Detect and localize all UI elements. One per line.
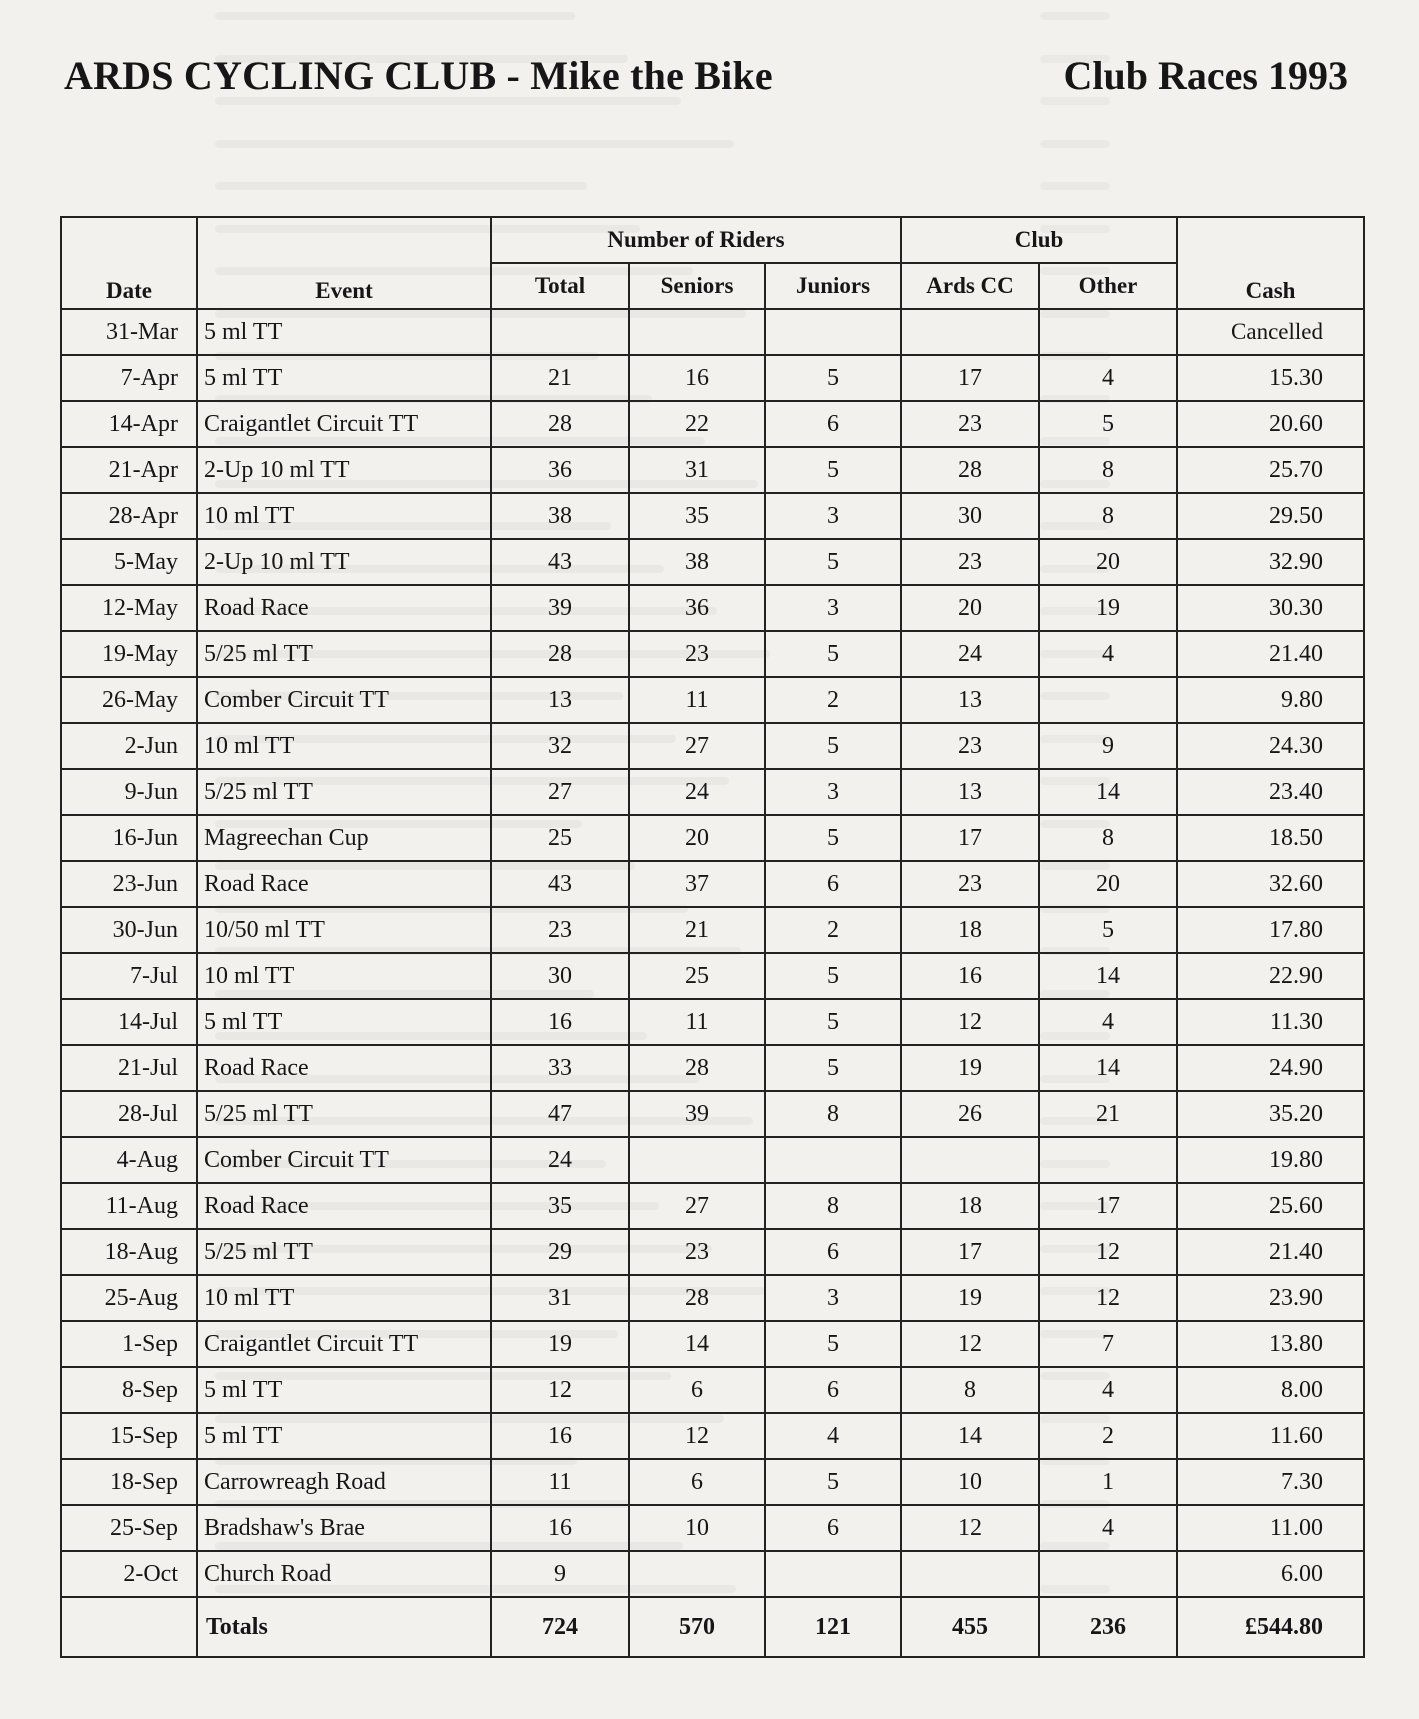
- ards-cc-cell: 23: [901, 861, 1039, 907]
- table-row: [61, 907, 1364, 953]
- other-cell: 5: [1039, 401, 1177, 447]
- date-cell: 12-May: [61, 585, 197, 631]
- event-cell: 10 ml TT: [197, 1275, 491, 1321]
- total-cell: 38: [491, 493, 629, 539]
- totals-label: Totals: [197, 1597, 491, 1657]
- cash-cell: 23.90: [1177, 1275, 1364, 1321]
- total-cell: 43: [491, 539, 629, 585]
- other-cell: 12: [1039, 1229, 1177, 1275]
- juniors-cell: 5: [765, 447, 901, 493]
- other-cell: 7: [1039, 1321, 1177, 1367]
- event-cell: Carrowreagh Road: [197, 1459, 491, 1505]
- juniors-cell: [765, 1137, 901, 1183]
- date-cell: 1-Sep: [61, 1321, 197, 1367]
- seniors-cell: 12: [629, 1413, 765, 1459]
- seniors-cell: 36: [629, 585, 765, 631]
- table-row: [61, 401, 1364, 447]
- races-table: [60, 216, 1365, 1658]
- seniors-cell: 6: [629, 1367, 765, 1413]
- seniors-cell: 10: [629, 1505, 765, 1551]
- total-cell: 21: [491, 355, 629, 401]
- cash-cell: 7.30: [1177, 1459, 1364, 1505]
- other-cell: 4: [1039, 631, 1177, 677]
- event-cell: Road Race: [197, 1183, 491, 1229]
- header-cash: Cash: [1177, 217, 1364, 309]
- juniors-cell: [765, 309, 901, 355]
- ards-cc-cell: 23: [901, 539, 1039, 585]
- juniors-cell: 5: [765, 723, 901, 769]
- juniors-cell: 5: [765, 631, 901, 677]
- event-cell: Bradshaw's Brae: [197, 1505, 491, 1551]
- other-cell: 19: [1039, 585, 1177, 631]
- total-cell: 19: [491, 1321, 629, 1367]
- event-cell: 5 ml TT: [197, 1413, 491, 1459]
- table-row: [61, 585, 1364, 631]
- other-cell: 20: [1039, 861, 1177, 907]
- other-cell: 20: [1039, 539, 1177, 585]
- seniors-cell: 20: [629, 815, 765, 861]
- event-cell: Craigantlet Circuit TT: [197, 1321, 491, 1367]
- other-cell: 4: [1039, 1367, 1177, 1413]
- total-cell: 35: [491, 1183, 629, 1229]
- header-total: Total: [491, 263, 629, 309]
- ards-cc-cell: 8: [901, 1367, 1039, 1413]
- ards-cc-cell: 17: [901, 1229, 1039, 1275]
- ards-cc-cell: 14: [901, 1413, 1039, 1459]
- event-cell: 10 ml TT: [197, 723, 491, 769]
- cash-cell: 24.90: [1177, 1045, 1364, 1091]
- header-date: Date: [61, 217, 197, 309]
- seniors-cell: [629, 1137, 765, 1183]
- totals-seniors: 570: [629, 1597, 765, 1657]
- juniors-cell: 3: [765, 769, 901, 815]
- seniors-cell: 6: [629, 1459, 765, 1505]
- date-cell: 7-Jul: [61, 953, 197, 999]
- cash-cell: 11.60: [1177, 1413, 1364, 1459]
- total-cell: 32: [491, 723, 629, 769]
- other-cell: 4: [1039, 999, 1177, 1045]
- other-cell: 4: [1039, 1505, 1177, 1551]
- total-cell: 29: [491, 1229, 629, 1275]
- event-cell: Road Race: [197, 1045, 491, 1091]
- cash-cell: 11.00: [1177, 1505, 1364, 1551]
- total-cell: 25: [491, 815, 629, 861]
- table-row: [61, 861, 1364, 907]
- cash-cell: 9.80: [1177, 677, 1364, 723]
- table-row: [61, 723, 1364, 769]
- totals-date-cell: [61, 1597, 197, 1657]
- seniors-cell: 35: [629, 493, 765, 539]
- table-row: [61, 999, 1364, 1045]
- ards-cc-cell: 23: [901, 723, 1039, 769]
- event-cell: Road Race: [197, 861, 491, 907]
- seniors-cell: 39: [629, 1091, 765, 1137]
- cash-cell: 35.20: [1177, 1091, 1364, 1137]
- table-row: [61, 1551, 1364, 1597]
- seniors-cell: 14: [629, 1321, 765, 1367]
- table-row: [61, 1459, 1364, 1505]
- total-cell: 36: [491, 447, 629, 493]
- cash-cell: 6.00: [1177, 1551, 1364, 1597]
- total-cell: 16: [491, 999, 629, 1045]
- ards-cc-cell: 18: [901, 907, 1039, 953]
- juniors-cell: 6: [765, 1505, 901, 1551]
- table-row: [61, 677, 1364, 723]
- date-cell: 18-Aug: [61, 1229, 197, 1275]
- cash-cell: 25.60: [1177, 1183, 1364, 1229]
- table-row: [61, 1275, 1364, 1321]
- ghost-line: [0, 164, 1419, 210]
- date-cell: 28-Jul: [61, 1091, 197, 1137]
- total-cell: 31: [491, 1275, 629, 1321]
- date-cell: 26-May: [61, 677, 197, 723]
- ards-cc-cell: 23: [901, 401, 1039, 447]
- cash-cell: 11.30: [1177, 999, 1364, 1045]
- totals-juniors: 121: [765, 1597, 901, 1657]
- ards-cc-cell: 30: [901, 493, 1039, 539]
- total-cell: 13: [491, 677, 629, 723]
- cash-cell: 30.30: [1177, 585, 1364, 631]
- page-title: ARDS CYCLING CLUB - Mike the Bike: [64, 53, 773, 98]
- totals-ards-cc: 455: [901, 1597, 1039, 1657]
- cash-cell: 22.90: [1177, 953, 1364, 999]
- table-row: [61, 539, 1364, 585]
- date-cell: 4-Aug: [61, 1137, 197, 1183]
- juniors-cell: 3: [765, 493, 901, 539]
- event-cell: 5/25 ml TT: [197, 631, 491, 677]
- seniors-cell: 22: [629, 401, 765, 447]
- juniors-cell: 5: [765, 815, 901, 861]
- cash-cell: 29.50: [1177, 493, 1364, 539]
- seniors-cell: 27: [629, 1183, 765, 1229]
- total-cell: 23: [491, 907, 629, 953]
- cash-cell: 13.80: [1177, 1321, 1364, 1367]
- event-cell: 5/25 ml TT: [197, 1229, 491, 1275]
- event-cell: 5/25 ml TT: [197, 769, 491, 815]
- date-cell: 18-Sep: [61, 1459, 197, 1505]
- ards-cc-cell: 19: [901, 1045, 1039, 1091]
- event-cell: Comber Circuit TT: [197, 1137, 491, 1183]
- juniors-cell: 2: [765, 907, 901, 953]
- seniors-cell: 21: [629, 907, 765, 953]
- date-cell: 9-Jun: [61, 769, 197, 815]
- other-cell: 2: [1039, 1413, 1177, 1459]
- cash-cell: 32.60: [1177, 861, 1364, 907]
- header-event: Event: [197, 217, 491, 309]
- total-cell: 47: [491, 1091, 629, 1137]
- event-cell: 5 ml TT: [197, 999, 491, 1045]
- date-cell: 31-Mar: [61, 309, 197, 355]
- ards-cc-cell: 17: [901, 815, 1039, 861]
- total-cell: 27: [491, 769, 629, 815]
- date-cell: 8-Sep: [61, 1367, 197, 1413]
- table-row: [61, 1229, 1364, 1275]
- table-row: [61, 769, 1364, 815]
- seniors-cell: 23: [629, 1229, 765, 1275]
- cash-cell: 25.70: [1177, 447, 1364, 493]
- table-row: [61, 815, 1364, 861]
- date-cell: 11-Aug: [61, 1183, 197, 1229]
- seniors-cell: [629, 309, 765, 355]
- table-row: [61, 493, 1364, 539]
- juniors-cell: 5: [765, 953, 901, 999]
- event-cell: 2-Up 10 ml TT: [197, 447, 491, 493]
- seniors-cell: 25: [629, 953, 765, 999]
- page-subtitle: Club Races 1993: [1063, 53, 1348, 98]
- table-row: [61, 953, 1364, 999]
- ards-cc-cell: 19: [901, 1275, 1039, 1321]
- total-cell: 11: [491, 1459, 629, 1505]
- table-row: [61, 1183, 1364, 1229]
- ards-cc-cell: [901, 1137, 1039, 1183]
- ards-cc-cell: 13: [901, 677, 1039, 723]
- table-row: [61, 447, 1364, 493]
- date-cell: 14-Apr: [61, 401, 197, 447]
- event-cell: 5 ml TT: [197, 355, 491, 401]
- event-cell: 10/50 ml TT: [197, 907, 491, 953]
- other-cell: 9: [1039, 723, 1177, 769]
- total-cell: 43: [491, 861, 629, 907]
- other-cell: 12: [1039, 1275, 1177, 1321]
- date-cell: 23-Jun: [61, 861, 197, 907]
- event-cell: Church Road: [197, 1551, 491, 1597]
- other-cell: [1039, 677, 1177, 723]
- juniors-cell: 6: [765, 401, 901, 447]
- date-cell: 7-Apr: [61, 355, 197, 401]
- event-cell: 5 ml TT: [197, 1367, 491, 1413]
- event-cell: 5/25 ml TT: [197, 1091, 491, 1137]
- table-row: [61, 1091, 1364, 1137]
- cash-cell: 24.30: [1177, 723, 1364, 769]
- ards-cc-cell: 16: [901, 953, 1039, 999]
- total-cell: 24: [491, 1137, 629, 1183]
- event-cell: Comber Circuit TT: [197, 677, 491, 723]
- other-cell: 17: [1039, 1183, 1177, 1229]
- table-row: [61, 355, 1364, 401]
- juniors-cell: 6: [765, 1367, 901, 1413]
- event-cell: 10 ml TT: [197, 953, 491, 999]
- juniors-cell: 5: [765, 539, 901, 585]
- date-cell: 25-Aug: [61, 1275, 197, 1321]
- total-cell: 9: [491, 1551, 629, 1597]
- cash-cell: 32.90: [1177, 539, 1364, 585]
- date-cell: 16-Jun: [61, 815, 197, 861]
- event-cell: 5 ml TT: [197, 309, 491, 355]
- cash-cell: Cancelled: [1177, 309, 1364, 355]
- cash-cell: 17.80: [1177, 907, 1364, 953]
- ards-cc-cell: 12: [901, 1505, 1039, 1551]
- other-cell: 8: [1039, 447, 1177, 493]
- juniors-cell: 2: [765, 677, 901, 723]
- table-row: [61, 1367, 1364, 1413]
- table-row: [61, 1137, 1364, 1183]
- header-other: Other: [1039, 263, 1177, 309]
- seniors-cell: 23: [629, 631, 765, 677]
- ghost-line: [0, 0, 1419, 40]
- header-club: Club: [901, 217, 1177, 263]
- event-cell: 10 ml TT: [197, 493, 491, 539]
- ards-cc-cell: 28: [901, 447, 1039, 493]
- cash-cell: 19.80: [1177, 1137, 1364, 1183]
- table-row: [61, 1045, 1364, 1091]
- ards-cc-cell: 26: [901, 1091, 1039, 1137]
- totals-row: [61, 1597, 1364, 1657]
- ghost-line: [0, 122, 1419, 168]
- total-cell: 30: [491, 953, 629, 999]
- other-cell: 8: [1039, 493, 1177, 539]
- date-cell: 15-Sep: [61, 1413, 197, 1459]
- juniors-cell: 5: [765, 1045, 901, 1091]
- total-cell: 39: [491, 585, 629, 631]
- juniors-cell: 5: [765, 355, 901, 401]
- date-cell: 2-Oct: [61, 1551, 197, 1597]
- juniors-cell: 5: [765, 1459, 901, 1505]
- other-cell: 21: [1039, 1091, 1177, 1137]
- date-cell: 14-Jul: [61, 999, 197, 1045]
- juniors-cell: [765, 1551, 901, 1597]
- cash-cell: 20.60: [1177, 401, 1364, 447]
- table-row: [61, 631, 1364, 677]
- cash-cell: 21.40: [1177, 1229, 1364, 1275]
- cash-cell: 23.40: [1177, 769, 1364, 815]
- other-cell: 5: [1039, 907, 1177, 953]
- juniors-cell: 6: [765, 861, 901, 907]
- header-number-of-riders: Number of Riders: [491, 217, 901, 263]
- other-cell: [1039, 1137, 1177, 1183]
- ards-cc-cell: 18: [901, 1183, 1039, 1229]
- total-cell: 28: [491, 401, 629, 447]
- seniors-cell: 24: [629, 769, 765, 815]
- header-seniors: Seniors: [629, 263, 765, 309]
- date-cell: 2-Jun: [61, 723, 197, 769]
- table-body: [61, 309, 1364, 1597]
- event-cell: Road Race: [197, 585, 491, 631]
- total-cell: 16: [491, 1413, 629, 1459]
- date-cell: 19-May: [61, 631, 197, 677]
- date-cell: 21-Apr: [61, 447, 197, 493]
- date-cell: 5-May: [61, 539, 197, 585]
- juniors-cell: 6: [765, 1229, 901, 1275]
- seniors-cell: 28: [629, 1045, 765, 1091]
- date-cell: 30-Jun: [61, 907, 197, 953]
- ards-cc-cell: [901, 309, 1039, 355]
- juniors-cell: 5: [765, 1321, 901, 1367]
- seniors-cell: 27: [629, 723, 765, 769]
- seniors-cell: 11: [629, 999, 765, 1045]
- seniors-cell: 16: [629, 355, 765, 401]
- seniors-cell: 31: [629, 447, 765, 493]
- total-cell: [491, 309, 629, 355]
- cash-cell: 8.00: [1177, 1367, 1364, 1413]
- ards-cc-cell: 17: [901, 355, 1039, 401]
- seniors-cell: [629, 1551, 765, 1597]
- total-cell: 28: [491, 631, 629, 677]
- date-cell: 28-Apr: [61, 493, 197, 539]
- juniors-cell: 8: [765, 1183, 901, 1229]
- seniors-cell: 11: [629, 677, 765, 723]
- other-cell: [1039, 1551, 1177, 1597]
- ards-cc-cell: 12: [901, 1321, 1039, 1367]
- event-cell: 2-Up 10 ml TT: [197, 539, 491, 585]
- other-cell: 4: [1039, 355, 1177, 401]
- total-cell: 12: [491, 1367, 629, 1413]
- juniors-cell: 4: [765, 1413, 901, 1459]
- seniors-cell: 37: [629, 861, 765, 907]
- cash-cell: 15.30: [1177, 355, 1364, 401]
- juniors-cell: 8: [765, 1091, 901, 1137]
- table-row: [61, 309, 1364, 355]
- other-cell: 1: [1039, 1459, 1177, 1505]
- juniors-cell: 3: [765, 585, 901, 631]
- ards-cc-cell: 24: [901, 631, 1039, 677]
- total-cell: 16: [491, 1505, 629, 1551]
- other-cell: [1039, 309, 1177, 355]
- event-cell: Magreechan Cup: [197, 815, 491, 861]
- table-row: [61, 1505, 1364, 1551]
- other-cell: 8: [1039, 815, 1177, 861]
- date-cell: 25-Sep: [61, 1505, 197, 1551]
- totals-other: 236: [1039, 1597, 1177, 1657]
- total-cell: 33: [491, 1045, 629, 1091]
- juniors-cell: 5: [765, 999, 901, 1045]
- date-cell: 21-Jul: [61, 1045, 197, 1091]
- cash-cell: 21.40: [1177, 631, 1364, 677]
- cash-cell: 18.50: [1177, 815, 1364, 861]
- ards-cc-cell: 20: [901, 585, 1039, 631]
- totals-cash: £544.80: [1177, 1597, 1364, 1657]
- table-row: [61, 1413, 1364, 1459]
- juniors-cell: 3: [765, 1275, 901, 1321]
- seniors-cell: 38: [629, 539, 765, 585]
- header-ards-cc: Ards CC: [901, 263, 1039, 309]
- ards-cc-cell: [901, 1551, 1039, 1597]
- totals-total: 724: [491, 1597, 629, 1657]
- other-cell: 14: [1039, 953, 1177, 999]
- seniors-cell: 28: [629, 1275, 765, 1321]
- other-cell: 14: [1039, 769, 1177, 815]
- other-cell: 14: [1039, 1045, 1177, 1091]
- ards-cc-cell: 10: [901, 1459, 1039, 1505]
- ards-cc-cell: 13: [901, 769, 1039, 815]
- table-row: [61, 1321, 1364, 1367]
- event-cell: Craigantlet Circuit TT: [197, 401, 491, 447]
- ards-cc-cell: 12: [901, 999, 1039, 1045]
- header-juniors: Juniors: [765, 263, 901, 309]
